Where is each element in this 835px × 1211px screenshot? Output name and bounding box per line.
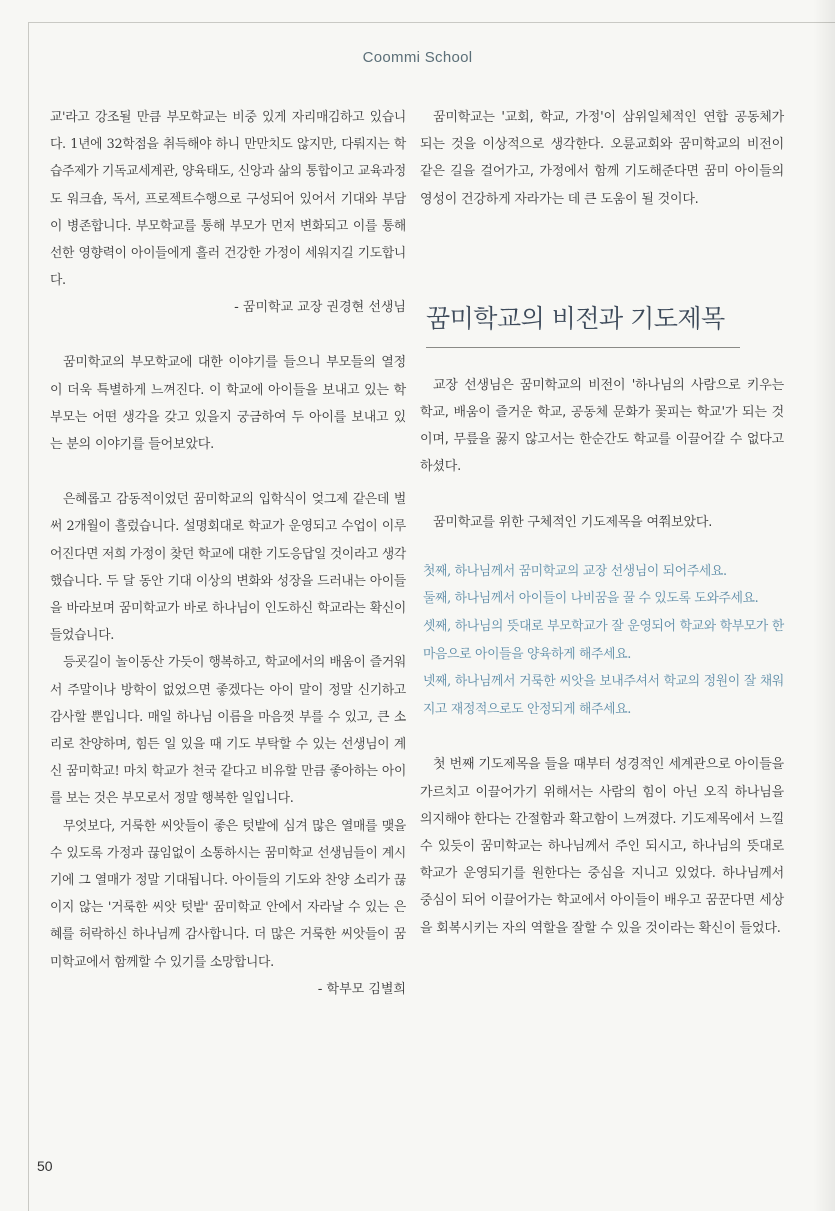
page-frame-left [28,22,29,1211]
page-frame-top [28,22,835,23]
section-heading-block [420,299,784,348]
interview-paragraph: 교'라고 강조될 만큼 부모학교는 비중 있게 자리매김하고 있습니다. 1년에 32학점을 취득해야 하니 만만치도 않지만, 다뤄지는 학습주제가 기독교세계관, 양육태도, 신앙과 삶의 통합이고 교육과정도 워크숍, 독서, 프로젝트수행으로 구성되어 있어서 기대와 부담이 병존합니다. 부모학교를 통해 부모가 먼저 변화되고 이를 통해 선한 영향력이 아이들에게 흘러 건강한 가정이 세워지길 기도합니다. [50,110,406,289]
body-paragraph: 교장 선생님은 꿈미학교의 비전이 '하나님의 사람으로 키우는 학교, 배움이 즐거운 학교, 공동체 문화가 꽃피는 학교'가 되는 것이며, 무릎을 꿇지 않고서는 한순간도 학교를 이끌어갈 수 없다고 하셨다. [420,377,784,475]
prayer-item: 첫째, 하나님께서 꿈미학교의 교장 선생님이 되어주세요. [423,563,727,579]
transition-paragraph: 꿈미학교의 부모학교에 대한 이야기를 들으니 부모들의 열정이 더욱 특별하게 느껴진다. 이 학교에 아이들을 보내고 있는 학부모는 어떤 생각을 갖고 있을지 궁금하여 두 아이를 보내고 있는 분의 이야기를 들어보았다. [50,355,406,453]
running-header: Coommi School [362,49,473,66]
body-paragraph: 꿈미학교는 '교회, 학교, 가정'이 삼위일체적인 연합 공동체가 되는 것을 이상적으로 생각한다. 오륜교회와 꿈미학교의 비전이 같은 길을 걸어가고, 가정에서 함께 기도해준다면 꿈미 아이들의 영성이 건강하게 자라가는 데 큰 도움이 될 것이다. [420,110,784,207]
parent-testimony-paragraph: 무엇보다, 거룩한 씨앗들이 좋은 텃밭에 심겨 많은 열매를 맺을 수 있도록 가정과 끊임없이 소통하시는 꿈미학교 선생님들이 계시기에 그 열매가 정말 기대됩니다. 아이들의 기도와 찬양 소리가 끊이지 않는 '거룩한 씨앗 텃밭' 꿈미학교 안에서 자라날 수 있는 은혜를 허락하신 하나님께 감사합니다. 더 많은 거룩한 씨앗들이 꿈미학교에서 함께할 수 있기를 소망합니다. [50,818,406,970]
right-column [420,104,784,942]
parent-testimony-paragraph: 등굣길이 놀이동산 가듯이 행복하고, 학교에서의 배움이 즐거워서 주말이나 방학이 없었으면 좋겠다는 아이 말이 정말 신기하고 감사할 뿐입니다. 매일 하나님 이름을 마음껏 부를 수 있고, 큰 소리로 찬양하며, 힘든 일 있을 때 기도 부탁할 수 있는 선생님이 계신 꿈미학교! 마치 학교가 천국 같다고 비유할 만큼 좋아하는 아이를 보는 것은 부모로서 정말 행복한 일입니다. [50,655,406,807]
body-paragraph: 첫 번째 기도제목을 들을 때부터 성경적인 세계관으로 아이들을 가르치고 이끌어가기 위해서는 사람의 힘이 아닌 오직 하나님을 의지해야 한다는 간절함과 확고함이 느껴졌다. 기도제목에서 느낄 수 있듯이 꿈미학교는 하나님께서 주인 되시고, 하나님의 뜻대로 학교가 운영되기를 원한다는 중심을 지니고 있었다. 하나님께서 중심이 되어 이끌어가는 학교에서 아이들이 배우고 꿈꾼다면 세상을 회복시키는 자의 역할을 잘할 수 있을 것이라는 확신이 들었다. [420,757,784,936]
page-number: 50 [37,1158,53,1174]
prayer-item: 넷째, 하나님께서 거룩한 씨앗을 보내주셔서 학교의 정원이 잘 채워지고 재정적으로도 안정되게 해주세요. [423,674,784,717]
prayer-item: 둘째, 하나님께서 아이들이 나비꿈을 꿀 수 있도록 도와주세요. [423,591,759,607]
body-paragraph: 꿈미학교를 위한 구체적인 기도제목을 여쭤보았다. [433,514,713,530]
prayer-list [420,558,784,724]
quote-attribution-principal: - 꿈미학교 교장 권경현 선생님 [234,300,406,316]
heading-underline [426,347,740,348]
left-column [50,104,406,1003]
prayer-item: 셋째, 하나님의 뜻대로 부모학교가 잘 운영되어 학교와 학부모가 한마음으로 아이들을 양육하게 해주세요. [423,619,784,662]
quote-attribution-parent: - 학부모 김별희 [317,981,406,997]
page-edge-shadow [813,0,835,1211]
parent-testimony-paragraph: 은혜롭고 감동적이었던 꿈미학교의 입학식이 엊그제 같은데 벌써 2개월이 흘렀습니다. 설명회대로 학교가 운영되고 수업이 이루어진다면 저희 가정이 찾던 학교에 대한 기도응답일 것이라고 생각했습니다. 두 달 동안 기대 이상의 변화와 성장을 드러내는 아이들을 바라보며 꿈미학교가 바로 하나님이 인도하신 학교라는 확신이 들었습니다. [50,492,406,644]
section-heading: 꿈미학교의 비전과 기도제목 [426,303,725,333]
